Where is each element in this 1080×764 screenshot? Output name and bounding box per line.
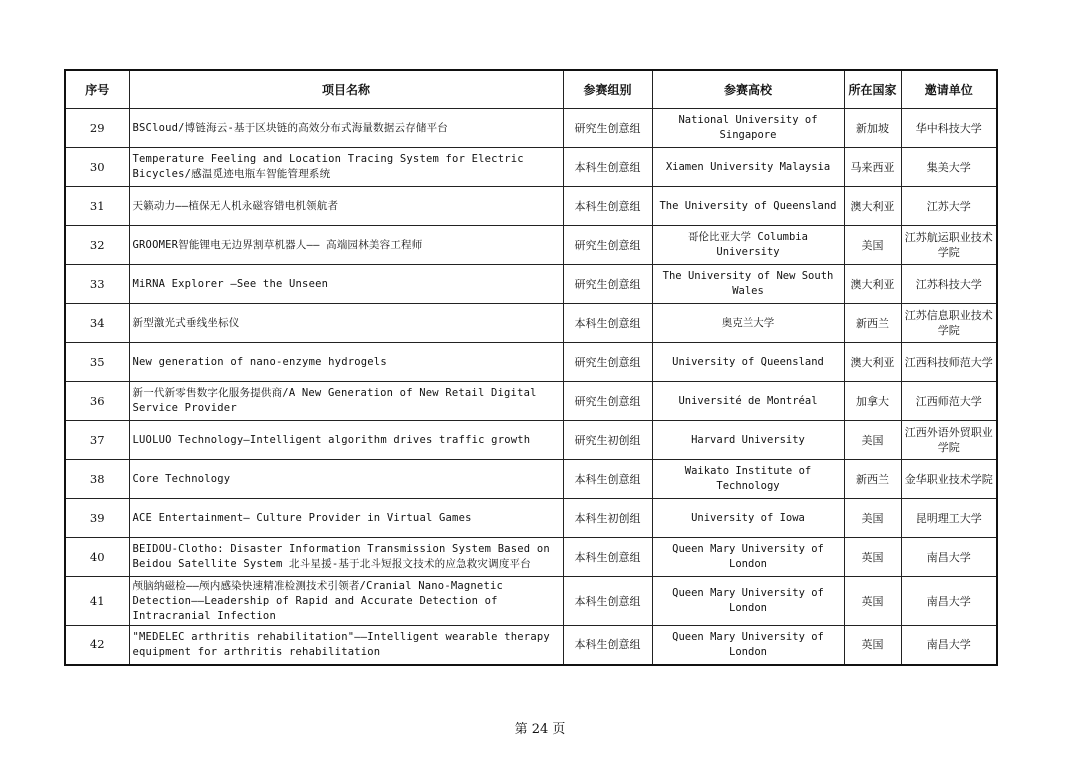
- table-row: [65, 343, 997, 382]
- row-university: Université de Montréal: [652, 382, 844, 421]
- table-row: [65, 265, 997, 304]
- table-row: [65, 187, 997, 226]
- row-university: Queen Mary University of London: [652, 626, 844, 665]
- row-university: 奥克兰大学: [652, 304, 844, 343]
- row-university: Harvard University: [652, 421, 844, 460]
- row-group: 本科生初创组: [563, 499, 652, 538]
- row-project-name: "MEDELEC arthritis rehabilitation"——Intelligent wearable therapy equipment for arthritis rehabilitation: [129, 626, 563, 665]
- table-row: [65, 421, 997, 460]
- header-index: 序号: [65, 70, 129, 109]
- row-country: 英国: [844, 626, 901, 665]
- row-group: 研究生创意组: [563, 382, 652, 421]
- row-index: 38: [65, 460, 129, 499]
- row-country: 美国: [844, 421, 901, 460]
- row-country: 马来西亚: [844, 148, 901, 187]
- row-project-name: Core Technology: [129, 460, 563, 499]
- table-row: [65, 109, 997, 148]
- row-group: 研究生初创组: [563, 421, 652, 460]
- row-group: 本科生创意组: [563, 148, 652, 187]
- header-inviter: 邀请单位: [901, 70, 997, 109]
- row-project-name: New generation of nano-enzyme hydrogels: [129, 343, 563, 382]
- row-index: 42: [65, 626, 129, 665]
- header-group: 参赛组别: [563, 70, 652, 109]
- row-project-name: MiRNA Explorer —See the Unseen: [129, 265, 563, 304]
- row-index: 33: [65, 265, 129, 304]
- row-group: 本科生创意组: [563, 577, 652, 626]
- row-inviter: 华中科技大学: [901, 109, 997, 148]
- row-country: 英国: [844, 577, 901, 626]
- row-project-name: 天籁动力——植保无人机永磁容错电机领航者: [129, 187, 563, 226]
- row-country: 新西兰: [844, 460, 901, 499]
- row-project-name: LUOLUO Technology—Intelligent algorithm drives traffic growth: [129, 421, 563, 460]
- row-index: 30: [65, 148, 129, 187]
- row-inviter: 江苏大学: [901, 187, 997, 226]
- row-index: 35: [65, 343, 129, 382]
- row-project-name: BEIDOU-Clotho: Disaster Information Transmission System Based on Beidou Satellite System 北斗星援-基于北斗短报文技术的应急救灾调度平台: [129, 538, 563, 577]
- row-inviter: 江西科技师范大学: [901, 343, 997, 382]
- table-row: [65, 538, 997, 577]
- row-university: University of Queensland: [652, 343, 844, 382]
- row-country: 加拿大: [844, 382, 901, 421]
- row-country: 美国: [844, 226, 901, 265]
- row-group: 研究生创意组: [563, 226, 652, 265]
- row-country: 澳大利亚: [844, 343, 901, 382]
- row-university: Queen Mary University of London: [652, 538, 844, 577]
- row-index: 39: [65, 499, 129, 538]
- row-university: Xiamen University Malaysia: [652, 148, 844, 187]
- row-group: 本科生创意组: [563, 187, 652, 226]
- row-inviter: 江西外语外贸职业学院: [901, 421, 997, 460]
- row-university: The University of Queensland: [652, 187, 844, 226]
- row-index: 41: [65, 577, 129, 626]
- row-index: 40: [65, 538, 129, 577]
- table-row: [65, 382, 997, 421]
- row-group: 本科生创意组: [563, 538, 652, 577]
- row-group: 本科生创意组: [563, 304, 652, 343]
- table-row: [65, 577, 997, 626]
- table-row: [65, 460, 997, 499]
- row-project-name: Temperature Feeling and Location Tracing System for Electric Bicycles/感温觅迹电瓶车智能管理系统: [129, 148, 563, 187]
- row-country: 美国: [844, 499, 901, 538]
- row-university: The University of New South Wales: [652, 265, 844, 304]
- row-index: 37: [65, 421, 129, 460]
- row-group: 研究生创意组: [563, 265, 652, 304]
- row-group: 研究生创意组: [563, 343, 652, 382]
- header-project-name: 项目名称: [129, 70, 563, 109]
- row-university: Queen Mary University of London: [652, 577, 844, 626]
- row-project-name: BSCloud/博链海云-基于区块链的高效分布式海量数据云存储平台: [129, 109, 563, 148]
- row-inviter: 南昌大学: [901, 626, 997, 665]
- row-group: 本科生创意组: [563, 626, 652, 665]
- project-table-container: [64, 69, 996, 666]
- row-country: 英国: [844, 538, 901, 577]
- row-group: 研究生创意组: [563, 109, 652, 148]
- row-project-name: 颅脑纳磁检——颅内感染快速精准检测技术引领者/Cranial Nano-Magnetic Detection——Leadership of Rapid and Accurate Detection of Intracranial Infection: [129, 577, 563, 626]
- row-university: 哥伦比亚大学 Columbia University: [652, 226, 844, 265]
- row-university: University of Iowa: [652, 499, 844, 538]
- row-inviter: 江西师范大学: [901, 382, 997, 421]
- project-table: [64, 69, 998, 666]
- table-row: [65, 626, 997, 665]
- table-row: [65, 148, 997, 187]
- row-project-name: 新一代新零售数字化服务提供商/A New Generation of New Retail Digital Service Provider: [129, 382, 563, 421]
- row-index: 34: [65, 304, 129, 343]
- row-project-name: GROOMER智能锂电无边界割草机器人—— 高端园林美容工程师: [129, 226, 563, 265]
- table-header-row: [65, 70, 997, 109]
- row-project-name: ACE Entertainment— Culture Provider in Virtual Games: [129, 499, 563, 538]
- row-group: 本科生创意组: [563, 460, 652, 499]
- row-index: 32: [65, 226, 129, 265]
- row-inviter: 江苏信息职业技术学院: [901, 304, 997, 343]
- header-country: 所在国家: [844, 70, 901, 109]
- row-country: 澳大利亚: [844, 187, 901, 226]
- row-index: 29: [65, 109, 129, 148]
- row-inviter: 南昌大学: [901, 577, 997, 626]
- row-country: 新西兰: [844, 304, 901, 343]
- row-country: 澳大利亚: [844, 265, 901, 304]
- row-index: 36: [65, 382, 129, 421]
- row-inviter: 江苏科技大学: [901, 265, 997, 304]
- row-project-name: 新型激光式垂线坐标仪: [129, 304, 563, 343]
- row-university: National University of Singapore: [652, 109, 844, 148]
- row-index: 31: [65, 187, 129, 226]
- row-inviter: 金华职业技术学院: [901, 460, 997, 499]
- table-row: [65, 304, 997, 343]
- table-row: [65, 499, 997, 538]
- table-row: [65, 226, 997, 265]
- page-number: 第 24 页: [514, 722, 566, 737]
- row-inviter: 集美大学: [901, 148, 997, 187]
- row-university: Waikato Institute of Technology: [652, 460, 844, 499]
- header-university: 参赛高校: [652, 70, 844, 109]
- row-inviter: 昆明理工大学: [901, 499, 997, 538]
- row-inviter: 江苏航运职业技术学院: [901, 226, 997, 265]
- row-inviter: 南昌大学: [901, 538, 997, 577]
- row-country: 新加坡: [844, 109, 901, 148]
